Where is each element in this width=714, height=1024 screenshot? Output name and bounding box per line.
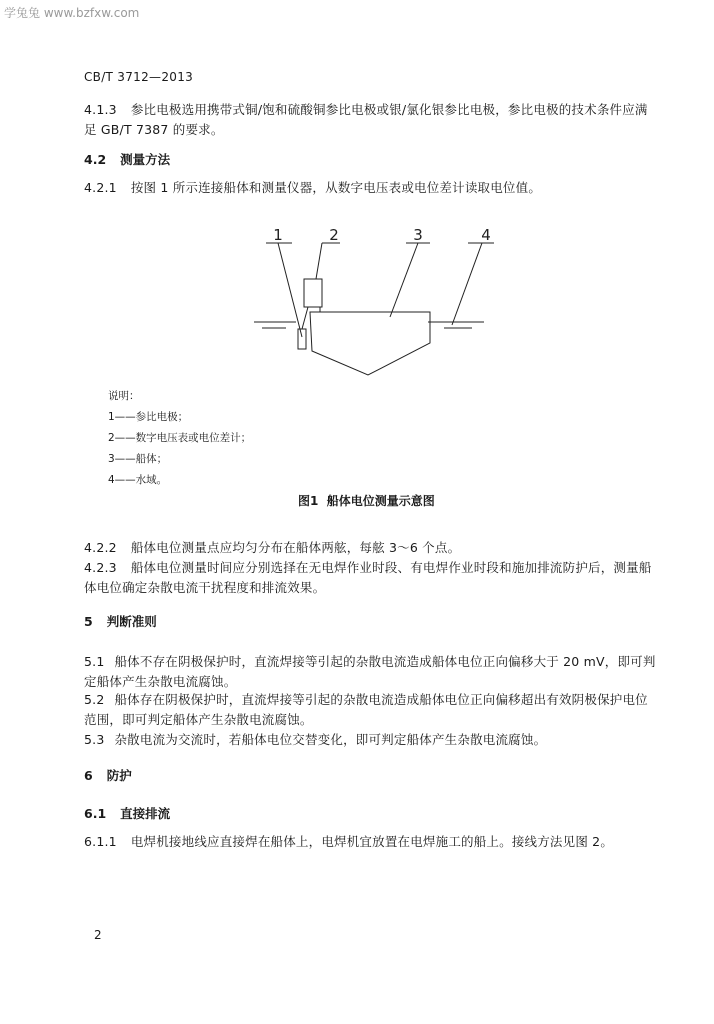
section-5-1-cont: 定船体产生杂散电流腐蚀。 [84,674,237,689]
section-number: 5 [84,614,93,629]
figure-label-1: 1 [273,226,283,244]
section-4-2-3 [84,558,652,578]
paragraph-line: 电焊机接地线应直接焊在船体上，电焊机宜放置在电焊施工的船上。接线方法见图 2。 [130,834,614,849]
figure-caption-text: 船体电位测量示意图 [326,494,435,508]
section-number: 6.1 [84,806,107,821]
section-number: 4.2.1 [84,180,117,195]
standard-code: CB/T 3712—2013 [84,70,194,84]
section-number: 4.2.3 [84,560,117,575]
figure-caption [298,492,435,509]
section-5-1 [84,652,656,672]
section-5-3 [84,730,546,750]
figure-1-diagram [240,225,500,385]
section-number: 5.2 [84,692,105,707]
leader-line-3 [390,243,418,317]
section-number: 6.1.1 [84,834,117,849]
leader-line-4 [452,243,482,325]
figure-label-4: 4 [481,226,491,244]
heading-4-2 [84,150,170,168]
heading-title: 判断准则 [106,614,157,629]
paragraph-line: 按图 1 所示连接船体和测量仪器，从数字电压表或电位差计读取电位值。 [130,180,542,195]
legend-item-3: 3——船体； [108,453,168,465]
section-6-1-1 [84,832,613,852]
legend-title: 说明： [108,390,140,402]
paragraph-line: 杂散电流为交流时，若船体电位交替变化，即可判定船体产生杂散电流腐蚀。 [114,732,547,747]
wire-to-electrode [302,307,308,329]
heading-6-1 [84,804,170,822]
legend-item-4: 4——水域。 [108,474,168,486]
figure-caption-number: 图1 [298,494,319,508]
paragraph-line: 参比电极选用携带式铜/饱和硫酸铜参比电极或银/氯化银参比电极，参比电极的技术条件应满 [130,102,648,117]
section-number: 6 [84,768,93,783]
section-4-1-3-cont: 足 GB/T 7387 的要求。 [84,122,224,137]
leader-line-2 [316,243,322,279]
figure-legend [108,386,251,491]
legend-item-2: 2——数字电压表或电位差计； [108,432,252,444]
paragraph-line: 船体存在阴极保护时，直流焊接等引起的杂散电流造成船体电位正向偏移超出有效阴极保护电位 [114,692,648,707]
heading-5 [84,612,157,630]
section-number: 4.2 [84,152,107,167]
reference-electrode [298,329,306,349]
section-number: 5.3 [84,732,105,747]
section-4-2-2 [84,538,460,558]
section-5-2-cont: 范围，即可判定船体产生杂散电流腐蚀。 [84,712,313,727]
section-number: 4.2.2 [84,540,117,555]
figure-label-2: 2 [329,226,339,244]
heading-title: 防护 [106,768,132,783]
heading-6 [84,766,132,784]
section-5-2 [84,690,648,710]
heading-title: 测量方法 [120,152,171,167]
hull-shape [310,312,430,375]
figure-label-3: 3 [413,226,423,244]
heading-title: 直接排流 [120,806,171,821]
meter-box [304,279,322,307]
section-number: 5.1 [84,654,105,669]
legend-item-1: 1——参比电极； [108,411,189,423]
watermark: 学兔兔 www.bzfxw.com [4,6,140,20]
section-4-2-1 [84,178,541,198]
section-4-1-3 [84,100,648,120]
paragraph-line: 船体不存在阴极保护时，直流焊接等引起的杂散电流造成船体电位正向偏移大于 20 mV，即可判 [114,654,656,669]
section-number: 4.1.3 [84,102,117,117]
paragraph-line: 船体电位测量点应均匀分布在船体两舷，每舷 3～6 个点。 [130,540,461,555]
leader-line-1 [278,243,302,337]
paragraph-line: 船体电位测量时间应分别选择在无电焊作业时段、有电焊作业时段和施加排流防护后，测量船 [130,560,652,575]
section-4-2-3-cont: 体电位确定杂散电流干扰程度和排流效果。 [84,580,326,595]
page-number: 2 [94,928,102,942]
